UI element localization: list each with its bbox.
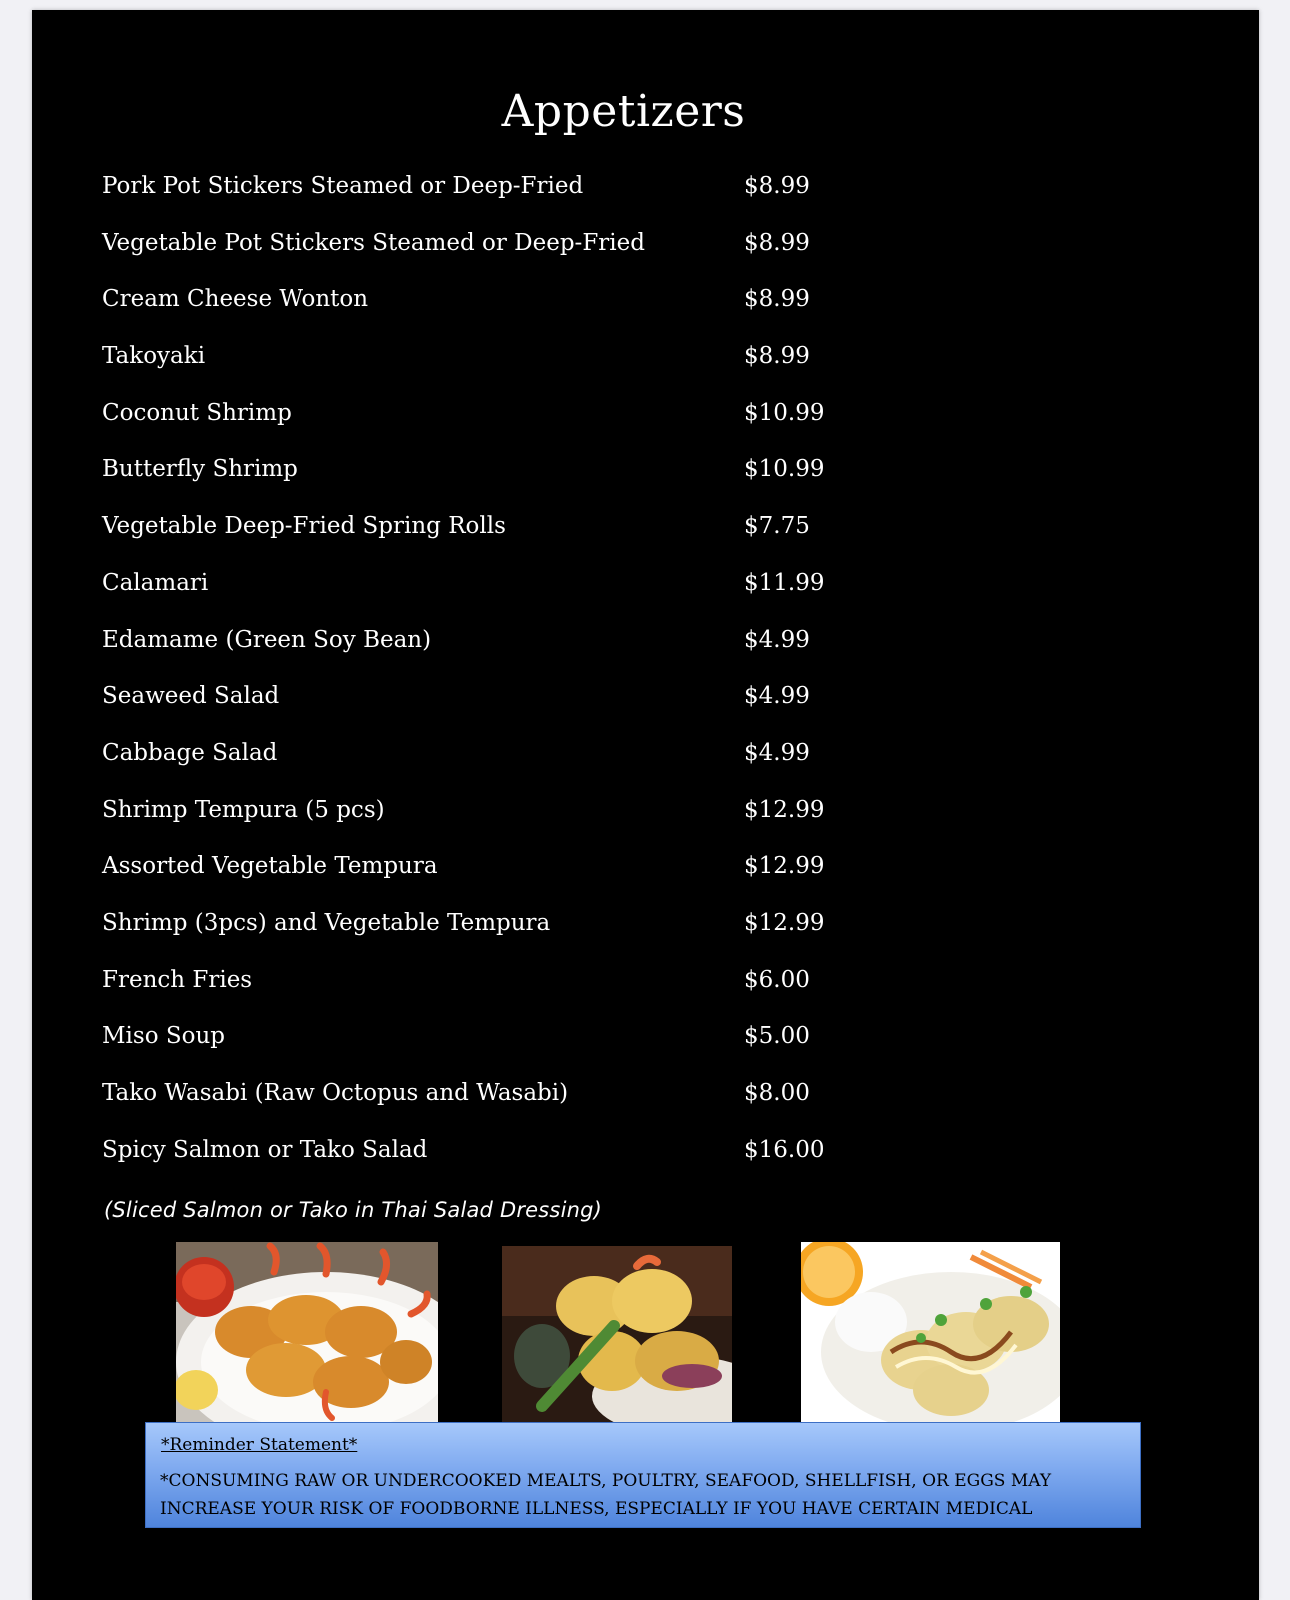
item-price: $12.99 bbox=[744, 909, 825, 936]
item-name: Takoyaki bbox=[102, 343, 206, 370]
takoyaki-photo bbox=[801, 1242, 1060, 1422]
menu-item bbox=[102, 336, 862, 393]
item-price: $4.99 bbox=[744, 683, 810, 710]
reminder-title: *Reminder Statement* bbox=[161, 1435, 358, 1455]
item-price: $8.99 bbox=[744, 343, 810, 370]
item-name: Shrimp (3pcs) and Vegetable Tempura bbox=[102, 909, 551, 936]
item-price: $6.00 bbox=[744, 966, 810, 993]
menu-item bbox=[102, 449, 862, 506]
item-price: $12.99 bbox=[744, 796, 825, 823]
item-price: $8.00 bbox=[744, 1080, 810, 1106]
item-name: Shrimp Tempura (5 pcs) bbox=[102, 796, 385, 823]
menu-item bbox=[102, 903, 862, 960]
item-name: Spicy Salmon or Tako Salad bbox=[102, 1136, 428, 1163]
item-name: Tako Wasabi (Raw Octopus and Wasabi) bbox=[102, 1080, 569, 1106]
reminder-text: *CONSUMING RAW OR UNDERCOOKED MEALTS, POULTRY, SEAFOOD, SHELLFISH, OR EGGS MAY INCREASE YOUR RISK OF FOODBORNE ILLNESS, ESPECIALLY IF YOU HAVE CERTAIN MEDICAL CONDITIONS. bbox=[160, 1471, 1052, 1547]
item-name: Vegetable Pot Stickers Steamed or Deep-Fried bbox=[102, 229, 645, 256]
menu-item bbox=[102, 960, 862, 1017]
menu-list bbox=[102, 166, 862, 1186]
item-price: $4.99 bbox=[744, 739, 810, 766]
item-name: Miso Soup bbox=[102, 1023, 226, 1050]
fried-shrimp-photo bbox=[176, 1242, 438, 1422]
menu-item bbox=[102, 563, 862, 620]
menu-item bbox=[102, 279, 862, 336]
item-price: $5.00 bbox=[744, 1023, 810, 1050]
item-price: $7.75 bbox=[744, 513, 810, 540]
item-price: $12.99 bbox=[744, 853, 825, 880]
item-price: $8.99 bbox=[744, 286, 810, 313]
menu-item bbox=[102, 676, 862, 733]
item-name: Edamame (Green Soy Bean) bbox=[102, 626, 432, 653]
item-price: $4.99 bbox=[744, 626, 810, 653]
menu-page bbox=[32, 10, 1259, 1600]
item-price: $10.99 bbox=[744, 399, 825, 426]
menu-item bbox=[102, 506, 862, 563]
menu-item bbox=[102, 1016, 862, 1073]
menu-item bbox=[102, 1130, 862, 1187]
item-price: $8.99 bbox=[744, 229, 810, 256]
item-name: Cream Cheese Wonton bbox=[102, 286, 369, 313]
item-price: $8.99 bbox=[744, 173, 810, 199]
item-name: Butterfly Shrimp bbox=[102, 456, 298, 483]
item-name: Vegetable Deep-Fried Spring Rolls bbox=[102, 513, 506, 540]
item-price: $16.00 bbox=[744, 1136, 825, 1163]
item-price: $11.99 bbox=[744, 569, 825, 596]
item-name: Cabbage Salad bbox=[102, 739, 278, 766]
item-name: Seaweed Salad bbox=[102, 683, 280, 710]
menu-item bbox=[102, 790, 862, 847]
tempura-photo bbox=[502, 1246, 732, 1422]
item-name: Coconut Shrimp bbox=[102, 399, 292, 426]
page-title: Appetizers bbox=[501, 86, 746, 137]
menu-item bbox=[102, 1073, 862, 1130]
item-name: Calamari bbox=[102, 569, 209, 596]
menu-item bbox=[102, 223, 862, 280]
item-price: $10.99 bbox=[744, 456, 825, 483]
menu-item bbox=[102, 846, 862, 903]
menu-item bbox=[102, 166, 862, 223]
item-name: Assorted Vegetable Tempura bbox=[102, 853, 438, 880]
menu-item bbox=[102, 620, 862, 677]
menu-item bbox=[102, 393, 862, 450]
item-name: Pork Pot Stickers Steamed or Deep-Fried bbox=[102, 173, 584, 199]
salad-note: (Sliced Salmon or Tako in Thai Salad Dressing) bbox=[104, 1198, 603, 1222]
menu-item bbox=[102, 733, 862, 790]
reminder-box bbox=[145, 1422, 1141, 1547]
item-name: French Fries bbox=[102, 966, 253, 993]
